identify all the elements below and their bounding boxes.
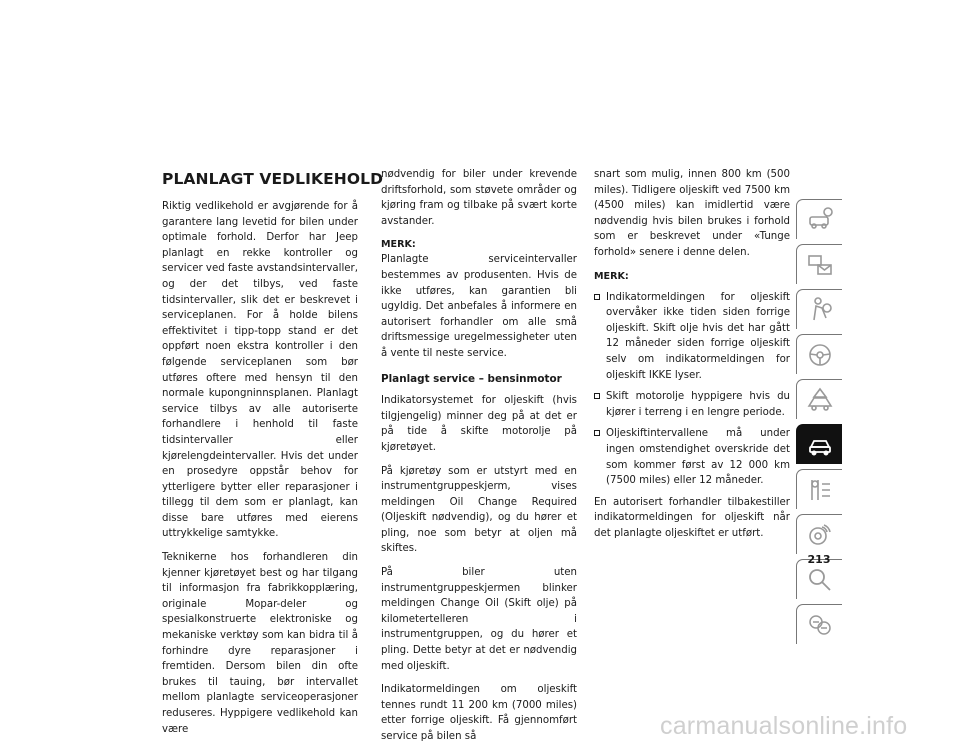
tab-technical-data[interactable] xyxy=(796,469,842,509)
languages-icon xyxy=(806,611,834,639)
note-list xyxy=(594,290,790,489)
tab-driving[interactable] xyxy=(796,334,842,374)
no-display-paragraph: På biler uten instrumentgruppeskjermen blinker meldingen Change Oil (Skift olje) på kilometertelleren i instrumentgruppen, og du hører et pling. Dette betyr at det er nødvendig med oljeskift. xyxy=(381,567,577,672)
index-search-icon xyxy=(806,566,834,594)
column-1 xyxy=(162,199,358,745)
note-text: Planlagte serviceintervaller bestemmes av produsenten. Hvis de ikke utføres, kan garantien bli ugyldig. Det anbefales å informere en autorisert forhandler om alle små driftsmessige uregelmessigheter uten å vente til neste service. xyxy=(381,254,577,359)
display-paragraph: På kjøretøy som er utstyrt med en instrumentgruppeskjerm, vises meldingen Oil Change Required (Oljeskift nødvendig), og du hører et pling, noe som betyr at oljen må skiftes. xyxy=(381,465,577,555)
tab-warning-lights[interactable] xyxy=(796,244,842,284)
page-title: PLANLAGT VEDLIKEHOLD xyxy=(162,170,384,188)
interval-paragraph: Indikatormeldingen om oljeskift tennes rundt 11 200 km (7000 miles) etter forrige oljeskift. Få gjennomført service på bilen så xyxy=(381,684,577,742)
page-number: 213 xyxy=(807,553,831,566)
safety-icon xyxy=(806,296,834,324)
technical-data-icon xyxy=(806,476,834,504)
tab-languages[interactable] xyxy=(796,604,842,644)
column-2 xyxy=(381,167,577,753)
list-item: Oljeskiftintervallene må under ingen omstendighet overskride det som kommer først av 12 000 km (7500 miles) eller 12 måneder. xyxy=(594,426,790,488)
tab-emergency[interactable] xyxy=(796,379,842,419)
note-label: MERK: xyxy=(594,270,629,282)
column-3 xyxy=(594,167,790,549)
continuation-paragraph: snart som mulig, innen 800 km (500 miles). Tidligere oljeskift ved 7500 km (4500 miles) kan imidlertid være nødvendig hvis bilen brukes i forhold som er beskrevet under «Tunge forhold» senere i denne delen. xyxy=(594,169,790,258)
tab-servicing[interactable] xyxy=(796,424,842,464)
tab-car-info[interactable] xyxy=(796,199,842,239)
multimedia-icon xyxy=(806,521,834,549)
steering-wheel-icon xyxy=(806,341,834,369)
watermark: carmanualsonline.info xyxy=(660,712,908,740)
indicator-paragraph: Indikatorsystemet for oljeskift (hvis tilgjengelig) minner deg på at det er på tide å skifte motorolje på kjøretøyet. xyxy=(381,395,577,453)
car-info-icon xyxy=(806,206,834,234)
list-item: Skift motorolje hyppigere hvis du kjører i terreng i en lengre periode. xyxy=(594,389,790,420)
emergency-icon xyxy=(806,386,834,414)
warning-lights-icon xyxy=(806,251,834,279)
tab-multimedia[interactable] xyxy=(796,514,842,554)
subsection-heading: Planlagt service – bensinmotor xyxy=(381,372,562,385)
list-item: Indikatormeldingen for oljeskift overvåker ikke tiden siden forrige oljeskift. Skift olje hvis det har gått 12 måneder siden forrige oljeskift selv om indikatormeldingen for oljeskift IKKE lyser. xyxy=(594,290,790,384)
intro-paragraph: Riktig vedlikehold er avgjørende for å garantere lang levetid for bilen under optimale forhold. Derfor har Jeep planlagt en rekke kontroller og servicer ved faste avstandsintervaller, og der det tilbys, ved faste tidsintervaller, slik det er beskrevet i serviceplanen. For å holde bilens effektivitet i tipp-topp stand er det oppført noen ekstra kontroller i den følgende serviceplanen som bør utføres oftere med hensyn til den normale kupongninnsplanen. Planlagt service tilbys av alle autoriserte forhandlere i henhold til faste tidsintervaller eller kjørelengdeintervaller. Hvis det under en prosedyre oppstår behov for ytterligere bytter eller reparasjoner i tillegg til dem som er planlagt, kan disse bare utføres med eierens uttrykkelige samtykke. xyxy=(162,201,358,540)
technicians-paragraph: Teknikerne hos forhandleren din kjenner kjøretøyet best og har tilgang til informasjon fra fabrikkopplæring, originale Mopar-deler og spesialkonstruerte elektroniske og mekaniske verktøy som kan bidra til å forhindre dyre reparasjoner i fremtiden. Dersom bilen din ofte brukes til tauing, bør intervallet mellom planlagte serviceoperasjoner reduseres. Hyppigere vedlikehold kan være xyxy=(162,552,358,735)
chapter-tabs xyxy=(796,199,842,649)
servicing-icon xyxy=(806,431,834,459)
tab-safety[interactable] xyxy=(796,289,842,329)
note-label: MERK: xyxy=(381,239,416,251)
reset-paragraph: En autorisert forhandler tilbakestiller indikatormeldingen for oljeskift når det planlagte oljeskiftet er utført. xyxy=(594,496,790,539)
conditions-paragraph: nødvendig for biler under krevende driftsforhold, som støvete områder og kjøring fram og tilbake på svært korte avstander. xyxy=(381,169,577,227)
